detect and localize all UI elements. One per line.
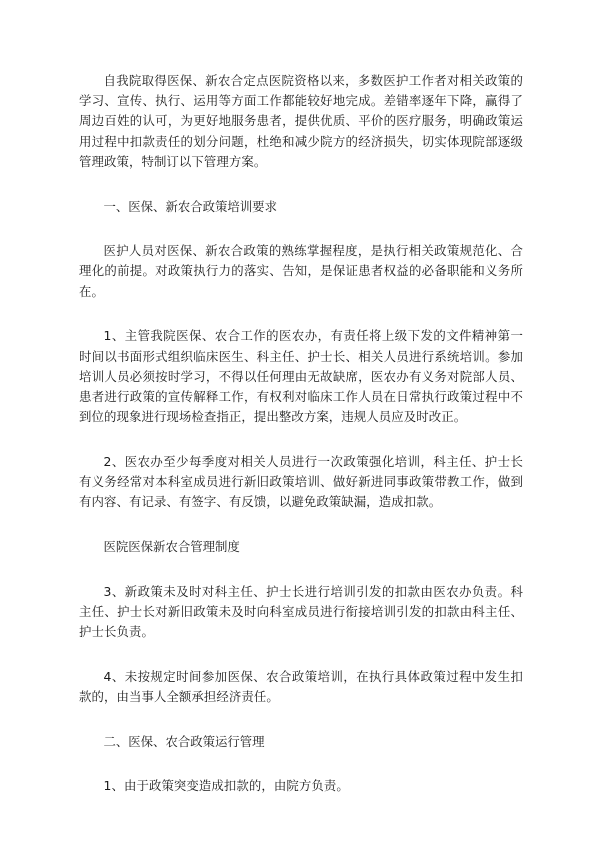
training-item-3: 3、新政策未及时对科主任、护士长进行培训引发的扣款由医农办负责。科主任、护士长对新旧政策未及时向科室成员进行衔接培训引发的扣款由科主任、护士长负责。	[79, 583, 523, 640]
document-title-line: 医院医保新农合管理制度	[103, 538, 240, 554]
intro-paragraph: 自我院取得医保、新农合定点医院资格以来，多数医护工作者对相关政策的学习、宣传、执行、运用等方面工作都能较好地完成。差错率逐年下降，赢得了周边百姓的认可，为更好地服务患者，提供优质、平价的医疗服务，明确政策运用过程中扣款责任的划分问题，杜绝和减少院方的经济损失，切实体现院部逐级管理政策，特制订以下管理方案。	[79, 73, 523, 169]
document-body	[79, 71, 523, 821]
training-item-1: 1、主管我院医保、农合工作的医农办，有责任将上级下发的文件精神第一时间以书面形式组织临床医生、科主任、护士长、相关人员进行系统培训。参加培训人员必须按时学习，不得以任何理由无故缺席，医农办有义务对院部人员、患者进行政策的宣传解释工作，有权利对临床工作人员在日常执行政策过程中不到位的现象进行现场检查指正，提出整改方案，违规人员应及时改正。	[79, 328, 523, 425]
training-intro-paragraph: 医护人员对医保、新农合政策的熟练掌握程度，是执行相关政策规范化、合理化的前提。对政策执行力的落实、告知，是保证患者权益的必备职能和义务所在。	[79, 243, 523, 299]
training-item-2: 2、医农办至少每季度对相关人员进行一次政策强化培训，科主任、护士长有义务经常对本科室成员进行新旧政策培训、做好新进同事政策带教工作，做到有内容、有记录、有签字、有反馈，以避免政策缺漏，造成扣款。	[79, 453, 523, 510]
section-heading-operation: 二、医保、农合政策运行管理	[103, 733, 265, 749]
operation-item-1: 1、由于政策突变造成扣款的，由院方负责。	[103, 778, 349, 794]
training-item-4: 4、未按规定时间参加医保、农合政策培训，在执行具体政策过程中发生扣款的，由当事人全额承担经济责任。	[79, 668, 523, 704]
section-heading-training: 一、医保、新农合政策培训要求	[103, 198, 277, 214]
